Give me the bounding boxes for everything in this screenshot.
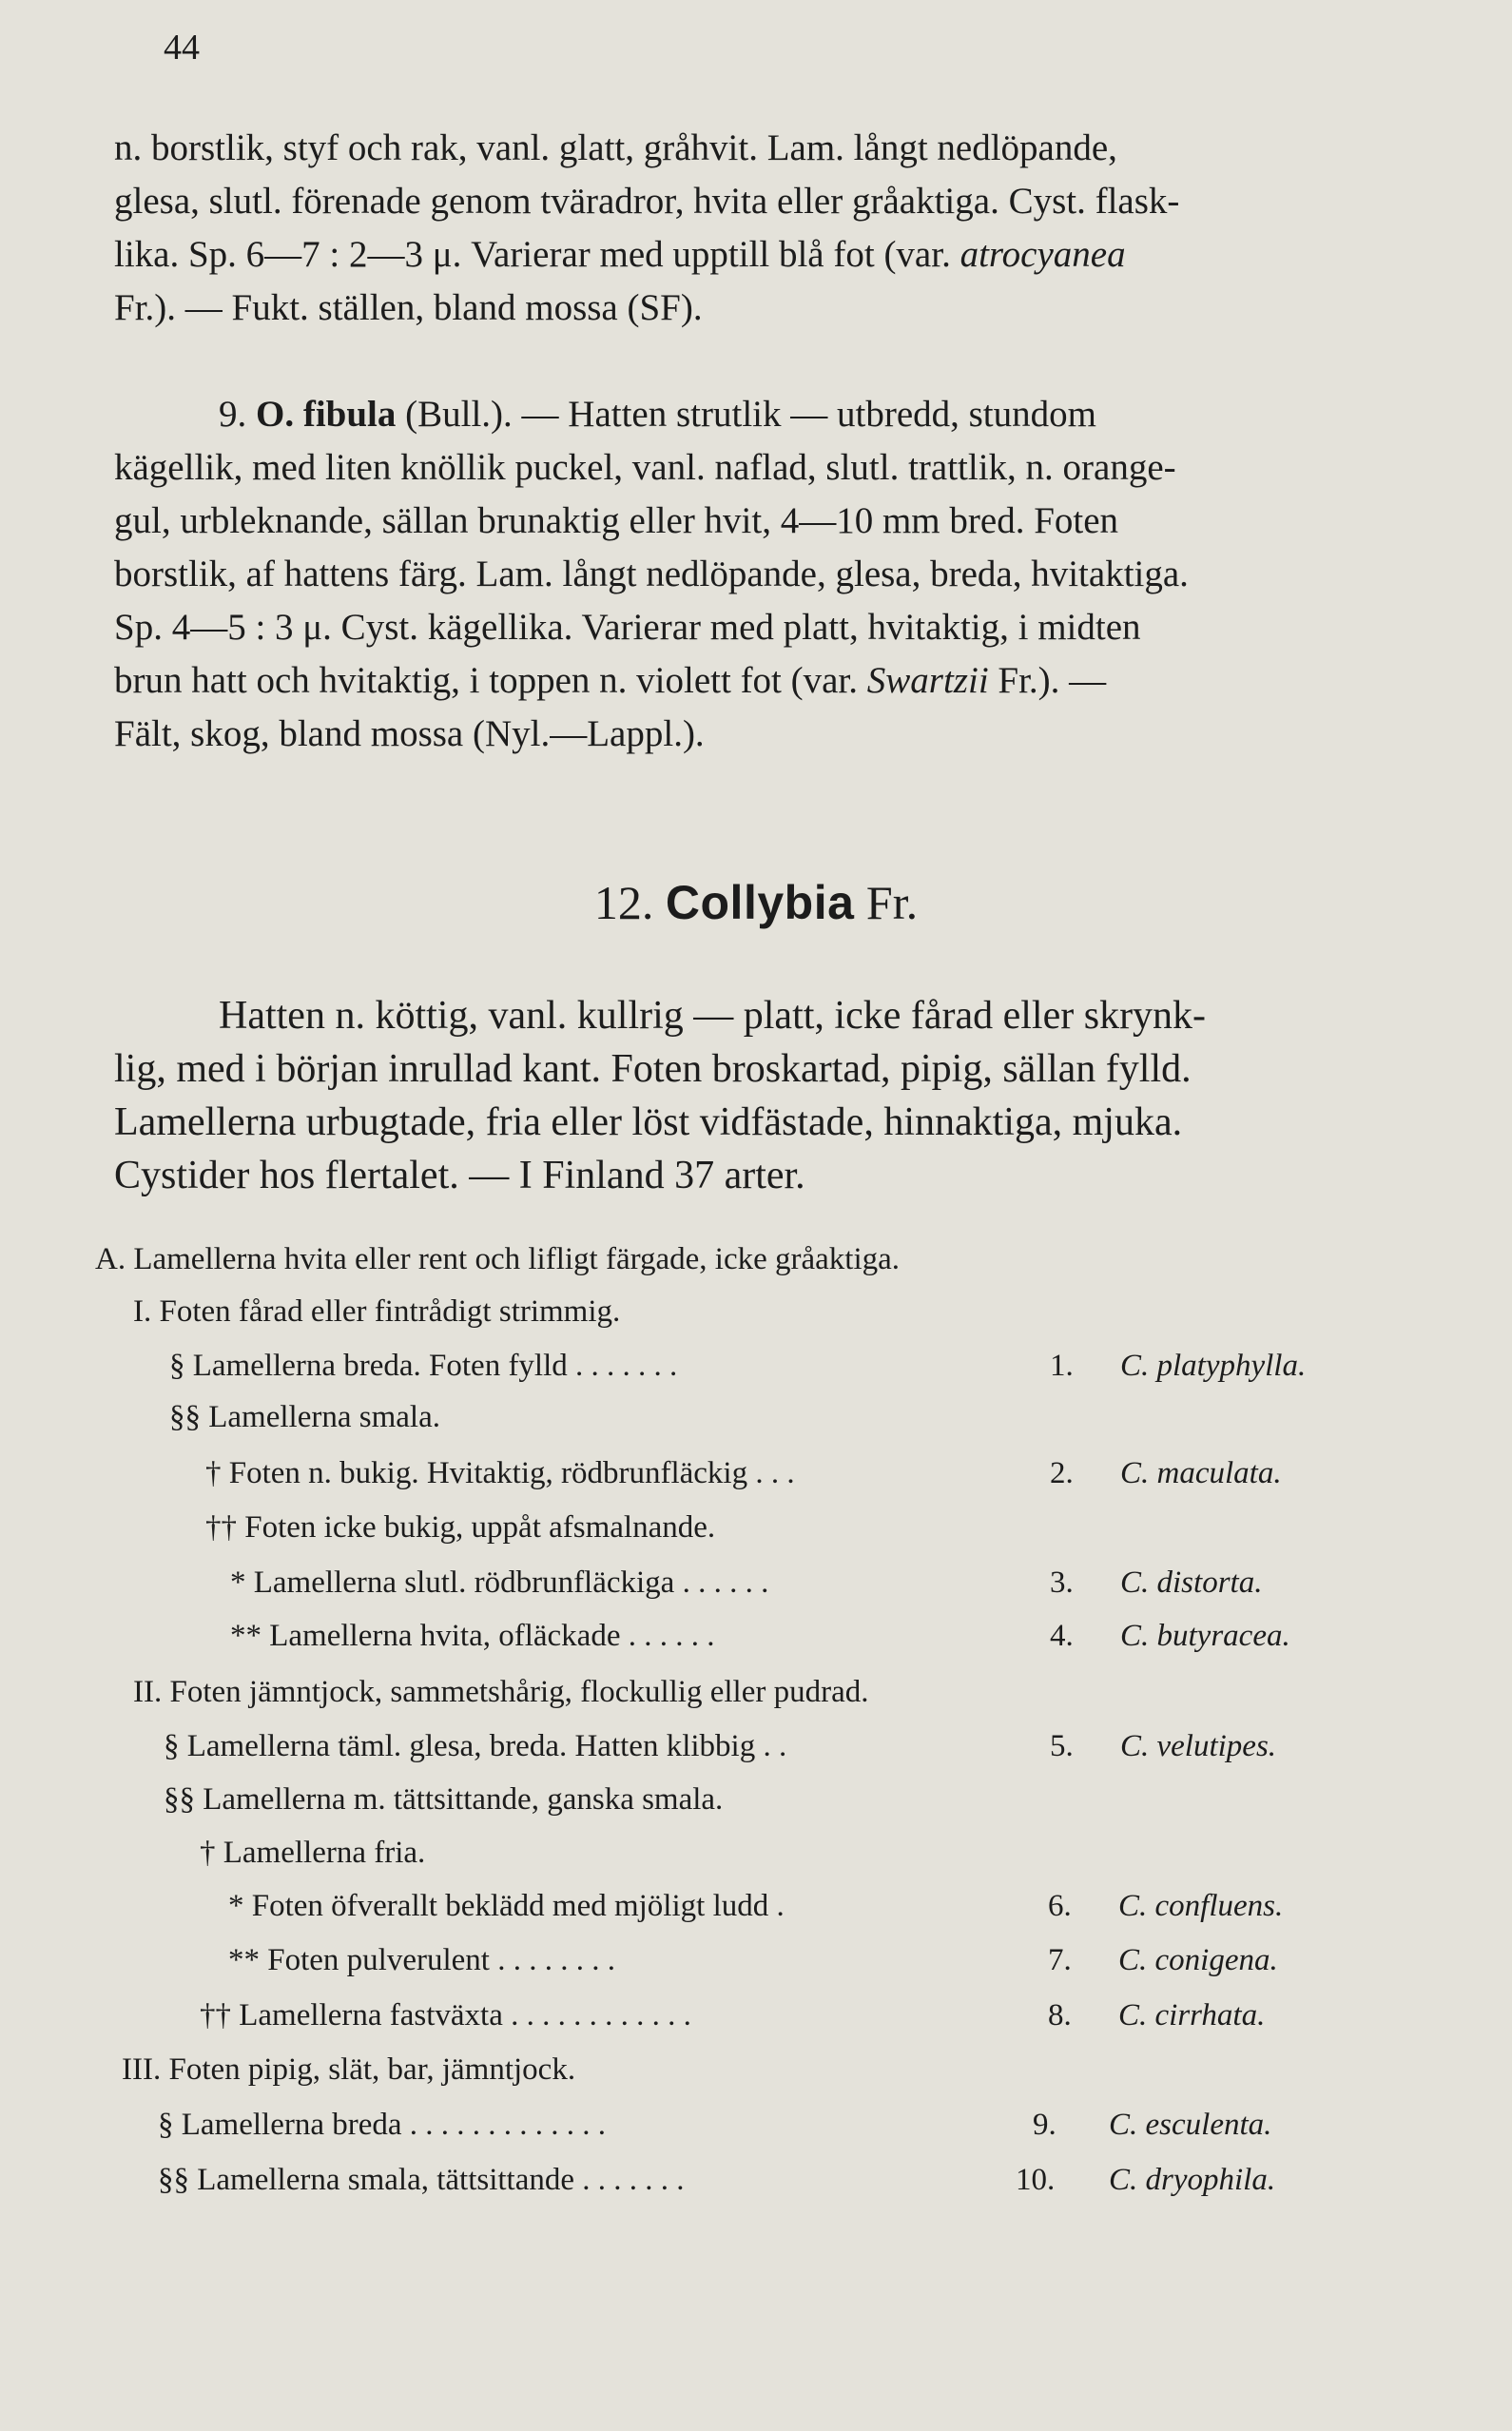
intro-line: lika. Sp. 6—7 : 2—3 μ. Varierar med upptill blå fot (var. atrocyanea <box>114 234 1126 275</box>
species-name: C. dryophila. <box>1109 2163 1276 2197</box>
key-row: †† Lamellerna fastväxta . . . . . . . . . . . . 8. C. cirrhata. <box>200 1993 1512 2038</box>
key-row: §§ Lamellerna m. tättsittande, ganska smala. <box>164 1782 724 1817</box>
species-name: C. cirrhata. <box>1118 1998 1266 2032</box>
key-row: § Lamellerna breda. Foten fylld . . . . . . . 1. C. platyphylla. <box>169 1343 1512 1389</box>
species-number: 9. <box>219 394 247 435</box>
intro-line: n. borstlik, styf och rak, vanl. glatt, gråhvit. Lam. långt nedlöpande, <box>114 127 1117 168</box>
species-name: C. distorta. <box>1120 1566 1263 1600</box>
key-row: III. Foten pipig, slät, bar, jämntjock. <box>122 2052 576 2087</box>
key-row: A. Lamellerna hvita eller rent och lifligt färgade, icke gråaktiga. <box>95 1242 901 1276</box>
genus-author: Fr. <box>865 876 919 929</box>
genus-description <box>114 989 1455 1202</box>
key-row: † Lamellerna fria. <box>200 1836 426 1870</box>
species-number: 7. <box>1048 1943 1072 1977</box>
species-number: 5. <box>1050 1729 1074 1763</box>
species-name: C. esculenta. <box>1109 2108 1272 2142</box>
key-row: * Lamellerna slutl. rödbrunfläckiga . . . . . . 3. C. distorta. <box>230 1560 1512 1605</box>
key-row: §§ Lamellerna smala. <box>169 1400 440 1434</box>
species-line: borstlik, af hattens färg. Lam. långt nedlöpande, glesa, breda, hvitaktiga. <box>114 554 1189 594</box>
species-name: C. confluens. <box>1118 1889 1284 1923</box>
key-row: ** Lamellerna hvita, ofläckade . . . . . . 4. C. butyracea. <box>230 1613 1512 1659</box>
key-row: † Foten n. bukig. Hvitaktig, rödbrunfläckig . . . 2. C. maculata. <box>205 1450 1512 1496</box>
genus-line: lig, med i början inrullad kant. Foten broskartad, pipig, sällan fylld. <box>114 1047 1192 1091</box>
key-row: II. Foten jämntjock, sammetshårig, flockullig eller pudrad. <box>133 1675 869 1709</box>
species-line: Fält, skog, bland mossa (Nyl.—Lappl.). <box>114 713 705 754</box>
species-number: 8. <box>1048 1998 1072 2032</box>
genus-line: Hatten n. köttig, vanl. kullrig — platt, icke fårad eller skrynk- <box>219 994 1207 1038</box>
key-row: § Lamellerna täml. glesa, breda. Hatten klibbig . . 5. C. velutipes. <box>164 1723 1512 1769</box>
intro-line: glesa, slutl. förenade genom tväradror, hvita eller gråaktiga. Cyst. flask- <box>114 181 1180 222</box>
genus-line: Lamellerna urbugtade, fria eller löst vidfästade, hinnaktiga, mjuka. <box>114 1100 1183 1144</box>
key-row: * Foten öfverallt beklädd med mjöligt ludd . 6. C. confluens. <box>228 1883 1512 1929</box>
species-number: 6. <box>1048 1889 1072 1923</box>
key-row: †† Foten icke bukig, uppåt afsmalnande. <box>205 1510 716 1545</box>
page-number: 44 <box>164 28 200 68</box>
species-line: gul, urbleknande, sällan brunaktig eller hvit, 4—10 mm bred. Foten <box>114 500 1119 541</box>
species-name: C. butyracea. <box>1120 1619 1290 1653</box>
species-number: 4. <box>1050 1619 1074 1653</box>
species-number: 2. <box>1050 1456 1074 1490</box>
genus-heading <box>0 875 1512 930</box>
species-name: C. conigena. <box>1118 1943 1278 1977</box>
variety-name: atrocyanea <box>960 234 1126 275</box>
species-name: C. maculata. <box>1120 1456 1282 1490</box>
species-first-line: 9. O. fibula (Bull.). — Hatten strutlik — utbredd, stundom <box>219 394 1096 435</box>
species-number: 1. <box>1050 1349 1074 1383</box>
species-number: 10. <box>1016 2163 1056 2197</box>
intro-paragraph <box>114 122 1455 335</box>
species-line: kägellik, med liten knöllik puckel, vanl. naflad, slutl. trattlik, n. orange- <box>114 447 1176 488</box>
species-name: C. velutipes. <box>1120 1729 1277 1763</box>
key-row: § Lamellerna breda . . . . . . . . . . . . . 9. C. esculenta. <box>158 2102 1512 2148</box>
variety-name: Swartzii <box>866 660 989 701</box>
species-name: C. platyphylla. <box>1120 1349 1307 1383</box>
species-number: 9. <box>1033 2108 1056 2142</box>
genus-number: 12. <box>593 876 654 929</box>
key-row: §§ Lamellerna smala, tättsittande . . . . . . . 10. C. dryophila. <box>158 2157 1512 2203</box>
key-row: ** Foten pulverulent . . . . . . . . 7. C. conigena. <box>228 1937 1512 1983</box>
species-line: Sp. 4—5 : 3 μ. Cyst. kägellika. Varierar med platt, hvitaktig, i midten <box>114 607 1141 648</box>
species-line: brun hatt och hvitaktig, i toppen n. violett fot (var. Swartzii Fr.). — <box>114 660 1107 701</box>
genus-name: Collybia <box>665 876 855 929</box>
species-number: 3. <box>1050 1566 1074 1600</box>
intro-line: Fr.). — Fukt. ställen, bland mossa (SF). <box>114 287 703 328</box>
genus-line: Cystider hos flertalet. — I Finland 37 arter. <box>114 1154 805 1197</box>
species-entry <box>114 388 1455 761</box>
key-row: I. Foten fårad eller fintrådigt strimmig. <box>133 1294 621 1329</box>
species-name: O. fibula <box>256 394 397 435</box>
